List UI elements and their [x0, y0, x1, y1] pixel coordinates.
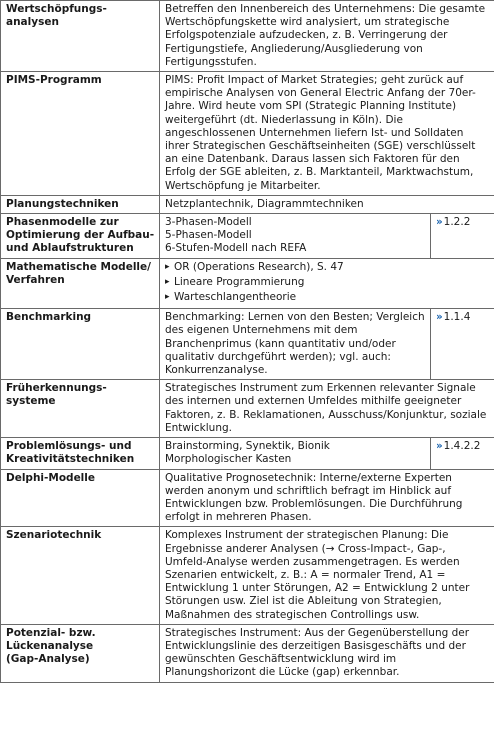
- table-row: [1, 624, 494, 682]
- term-text: Delphi-Modelle: [6, 471, 96, 484]
- reference-cell[interactable]: [431, 214, 494, 259]
- bullet-item: ▸ OR (Operations Research), S. 47: [165, 261, 490, 274]
- description-cell: [160, 214, 431, 259]
- description-text: Betreffen den Innenbereich des Unternehmens: Die gesamte Wertschöpfungskette wird analysiert, um strategische Erfolgspotenziale aufzudecken, z. B. Verringerung der Fertigungstiefe, Angliederung/Ausgliederung von Fertigungsstufen.: [165, 3, 486, 68]
- term-cell: [1, 624, 160, 682]
- term-text: Wertschöpfungs-: [6, 3, 107, 15]
- term-cell: [1, 469, 160, 527]
- term-text: Problemlösungs- und Kreativitätstechniken: [6, 440, 135, 466]
- description-line: 5-Phasen-Modell: [165, 229, 252, 242]
- description-line: 6-Stufen-Modell nach REFA: [165, 242, 307, 255]
- term-text: Phasenmodelle zur Optimierung der Aufbau- und Ablaufstrukturen: [6, 216, 155, 255]
- description-cell: [160, 380, 494, 438]
- term-text: (Gap-Analyse): [6, 653, 90, 666]
- description-cell: [160, 438, 431, 469]
- reference-cell[interactable]: [431, 438, 494, 469]
- description-line: Morphologischer Kasten: [165, 453, 292, 466]
- term-text: Benchmarking: [6, 311, 92, 324]
- term-cell: [1, 72, 160, 196]
- term-text: PIMS-Programm: [6, 74, 102, 87]
- reference-link[interactable]: 1.2.2: [443, 216, 471, 229]
- description-text: Strategisches Instrument zum Erkennen relevanter Signale des internen und externen Umfeldes mithilfe geeigneter Faktoren, z. B. Reklamationen, Ausschuss/Konjunktur, soziale Entwicklung.: [165, 382, 487, 434]
- term-cell: [1, 258, 160, 309]
- description-cell: [160, 195, 494, 213]
- term-cell: [1, 1, 160, 72]
- term-text: Lückenanalyse: [6, 639, 94, 652]
- double-chevron-icon: ››: [436, 311, 441, 324]
- reference-link[interactable]: 1.1.4: [443, 311, 471, 324]
- term-cell: [1, 195, 160, 213]
- term-text: analysen: [6, 16, 59, 29]
- term-cell: [1, 214, 160, 259]
- term-text: Früherkennungs-: [6, 382, 107, 395]
- description-cell: [160, 72, 494, 196]
- term-cell: [1, 380, 160, 438]
- table-row: [1, 438, 494, 469]
- bullet-item: ▸ Warteschlangentheorie: [165, 291, 490, 304]
- term-text: Verfahren: [6, 273, 65, 286]
- table-row: [1, 214, 494, 259]
- term-text: systeme: [6, 395, 56, 408]
- table-row: [1, 72, 494, 196]
- term-cell: [1, 309, 160, 380]
- term-text: Potenzial- bzw.: [6, 626, 96, 639]
- term-cell: [1, 527, 160, 624]
- term-text: Mathematische Modelle/: [6, 260, 151, 273]
- reference-cell[interactable]: [431, 309, 494, 380]
- reference-link[interactable]: 1.4.2.2: [443, 440, 481, 453]
- bullet-item: ▸ Lineare Programmierung: [165, 276, 490, 289]
- table-row: [1, 1, 494, 72]
- double-chevron-icon: ››: [436, 216, 441, 229]
- description-line: 3-Phasen-Modell: [165, 216, 252, 229]
- description-text: Komplexes Instrument der strategischen Planung: Die Ergebnisse anderer Analysen (→ Cross-Impact-, Gap-, Umfeld-Analyse werden zusammengetragen. Es werden Szenarien entwickelt, z. B.: A = normaler Trend, A1 = Entwicklung 1 unter Störungen, A2 = Entwicklung 2 unter Störungen usw. Ziel ist die Ableitung von Strategien, Maßnahmen des strategischen Controllings usw.: [165, 529, 470, 621]
- table-row: [1, 469, 494, 527]
- double-chevron-icon: ››: [436, 440, 441, 453]
- table-row: [1, 258, 494, 309]
- term-text: Szenariotechnik: [6, 529, 102, 542]
- description-text: Qualitative Prognosetechnik: Interne/externe Experten werden anonym und schriftlich befragt im Hinblick auf Entwicklungen bzw. Problemlösungen. Die Durchführung erfolgt in mehreren Phasen.: [165, 471, 463, 524]
- description-line: Brainstorming, Synektik, Bionik: [165, 440, 330, 453]
- table-row: [1, 309, 494, 380]
- description-cell: [160, 309, 431, 380]
- table-row: [1, 527, 494, 624]
- description-text: Benchmarking: Lernen von den Besten; Vergleich des eigenen Unternehmens mit dem Branchenprimus (kann quantitativ und/oder qualitativ durchgeführt werden); vgl. auch: Konkurrenzanalyse.: [165, 311, 425, 377]
- description-cell: [160, 469, 494, 527]
- description-cell: [160, 624, 494, 682]
- description-text: PIMS: Profit Impact of Market Strategies; geht zurück auf empirische Analysen von General Electric Anfang der 70er-Jahre. Wird heute vom SPI (Strategic Planning Institute) weitergeführt (dt. Niederlassung in Köln). Die angeschlossenen Unternehmen liefern Ist- und Solldaten ihrer Strategischen Geschäftseinheiten (SGE) verschlüsselt an eine Datenbank. Daraus lassen sich Faktoren für den Erfolg der SGE ableiten, z. B. Marktanteil, Marktwachstum, Wertschöpfung je Mitarbeiter.: [165, 74, 476, 192]
- table-row: [1, 380, 494, 438]
- description-cell: [160, 258, 494, 309]
- description-text: Netzplantechnik, Diagrammtechniken: [165, 197, 364, 210]
- description-cell: [160, 527, 494, 624]
- term-cell: [1, 438, 160, 469]
- description-text: Strategisches Instrument: Aus der Gegenüberstellung der Entwicklungslinie des derzeitigen Basisgeschäfts und der gewünschten Geschäftsentwicklung wird im Planungshorizont die Lücke (gap) erkennbar.: [165, 626, 470, 679]
- term-text: Planungstechniken: [6, 197, 119, 210]
- description-cell: [160, 1, 494, 72]
- table-row: [1, 195, 494, 213]
